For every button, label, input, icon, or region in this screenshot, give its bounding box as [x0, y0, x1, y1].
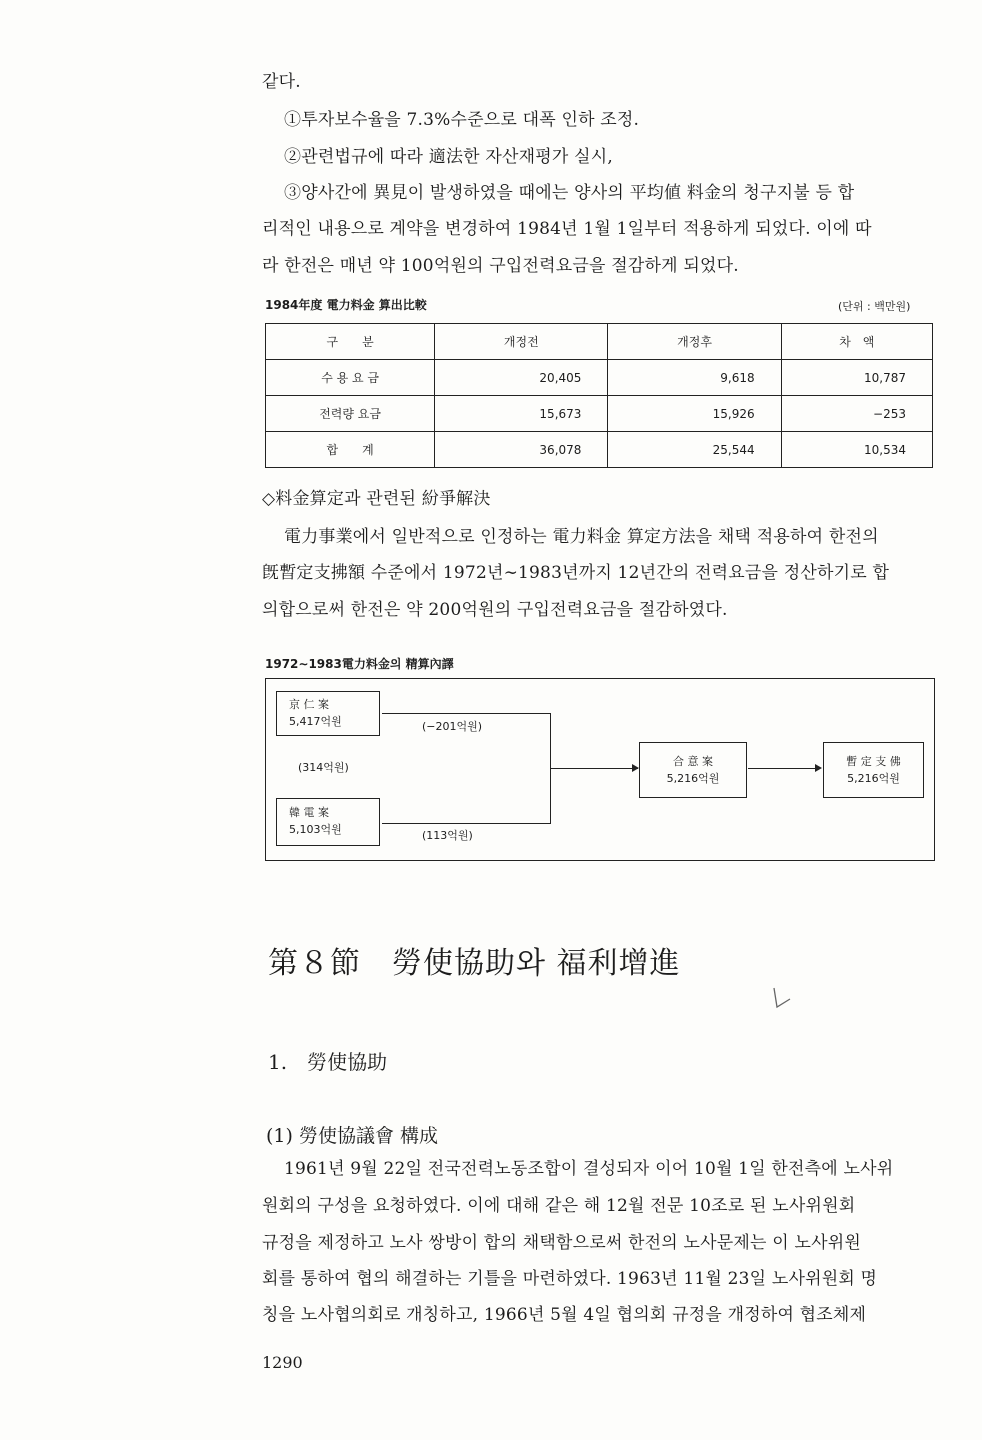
dispute-line-1: 電力事業에서 일반적으로 인정하는 電力料金 算定方法을 채택 적용하여 한전의 [284, 527, 879, 547]
table-title: 1984年度 電力料金 算出比較 [265, 298, 427, 312]
provisional-amount: 5,216억원 [847, 772, 900, 785]
handwritten-mark-icon [768, 985, 798, 1013]
intro-line-3: ②관련법규에 따라 適法한 자산재평가 실시, [284, 147, 613, 167]
diff-bottom-label: (113억원) [422, 829, 473, 842]
dispute-line-2: 旣暫定支拂額 수준에서 1972년∼1983년까지 12년간의 전력요금을 정산하기로 합 [262, 563, 890, 583]
intro-line-1: 같다. [262, 72, 301, 92]
table-row [266, 432, 933, 468]
hanjeon-label: 韓 電 案 [289, 806, 329, 819]
table-row [266, 360, 933, 396]
table-cell: 10,787 [781, 360, 932, 396]
kyungin-amount: 5,417억원 [289, 715, 342, 728]
section-heading: 第８節 勞使協助와 福利增進 [268, 946, 681, 981]
diff-total-label: (314억원) [298, 761, 349, 774]
dispute-line-3: 의합으로써 한전은 약 200억원의 구입전력요금을 절감하였다. [262, 600, 728, 620]
table-unit: (단위 : 백만원) [838, 300, 911, 313]
settlement-diagram [265, 678, 935, 861]
section-line-3: 규정을 제정하고 노사 쌍방이 합의 채택함으로써 한전의 노사문제는 이 노사위원 [262, 1233, 861, 1253]
connector-line [748, 768, 818, 769]
table-row [266, 396, 933, 432]
section-line-5: 칭을 노사협의회로 개칭하고, 1966년 5월 4일 협의회 규정을 개정하여 협조체제 [262, 1305, 867, 1325]
provisional-label: 暫 定 支 佛 [846, 755, 901, 768]
table-header-cell: 개정전 [435, 324, 608, 360]
connector-line [382, 713, 550, 714]
intro-line-4: ③양사간에 異見이 발생하였을 때에는 양사의 平均値 料金의 청구지불 등 합 [284, 183, 855, 203]
section-line-2: 원회의 구성을 요청하였다. 이에 대해 같은 해 12월 전문 10조로 된 노사위원회 [262, 1196, 856, 1216]
sub-subsection-heading: (1) 勞使協議會 構成 [266, 1125, 438, 1147]
agreed-label: 合 意 案 [673, 755, 713, 768]
page-number: 1290 [262, 1353, 303, 1372]
table-cell: 15,673 [435, 396, 608, 432]
kyungin-proposal-box [276, 691, 380, 736]
table-header-cell: 개정후 [608, 324, 781, 360]
kyungin-label: 京 仁 案 [289, 698, 329, 711]
table-header-cell: 구 분 [266, 324, 435, 360]
diff-top-label: (−201억원) [422, 720, 483, 733]
table-cell: 합 계 [266, 432, 435, 468]
table-cell: 전력량 요금 [266, 396, 435, 432]
rate-comparison-table [265, 323, 933, 468]
diagram-title: 1972∼1983電力料金의 精算內譯 [265, 657, 454, 671]
table-cell: 10,534 [781, 432, 932, 468]
agreed-amount: 5,216억원 [666, 772, 720, 785]
connector-line [550, 768, 638, 769]
table-cell: 15,926 [608, 396, 781, 432]
agreed-proposal-box [639, 742, 747, 798]
table-header-row [266, 324, 933, 360]
table-header-cell: 차 액 [781, 324, 932, 360]
table-cell: 20,405 [435, 360, 608, 396]
intro-line-2: ①투자보수율을 7.3%수준으로 대폭 인하 조정. [284, 110, 640, 130]
intro-line-5: 리적인 내용으로 계약을 변경하여 1984년 1월 1일부터 적용하게 되었다. 이에 따 [262, 219, 872, 239]
dispute-heading: ◇料金算定과 관련된 紛爭解決 [262, 489, 491, 509]
arrow-head-icon [815, 764, 822, 772]
hanjeon-amount: 5,103억원 [289, 823, 342, 836]
table-cell: 9,618 [608, 360, 781, 396]
connector-line [382, 823, 550, 824]
subsection-heading: 1. 勞使協助 [268, 1050, 388, 1074]
arrow-head-icon [632, 764, 639, 772]
provisional-payment-box [823, 742, 924, 798]
table-cell: −253 [781, 396, 932, 432]
section-line-1: 1961년 9월 22일 전국전력노동조합이 결성되자 이어 10월 1일 한전측에 노사위 [284, 1159, 894, 1179]
intro-line-6: 라 한전은 매년 약 100억원의 구입전력요금을 절감하게 되었다. [262, 256, 739, 276]
table-cell: 수 용 요 금 [266, 360, 435, 396]
section-line-4: 회를 통하여 협의 해결하는 기틀을 마련하였다. 1963년 11월 23일 노사위원회 명 [262, 1269, 878, 1289]
table-cell: 36,078 [435, 432, 608, 468]
table-cell: 25,544 [608, 432, 781, 468]
hanjeon-proposal-box [276, 798, 380, 846]
